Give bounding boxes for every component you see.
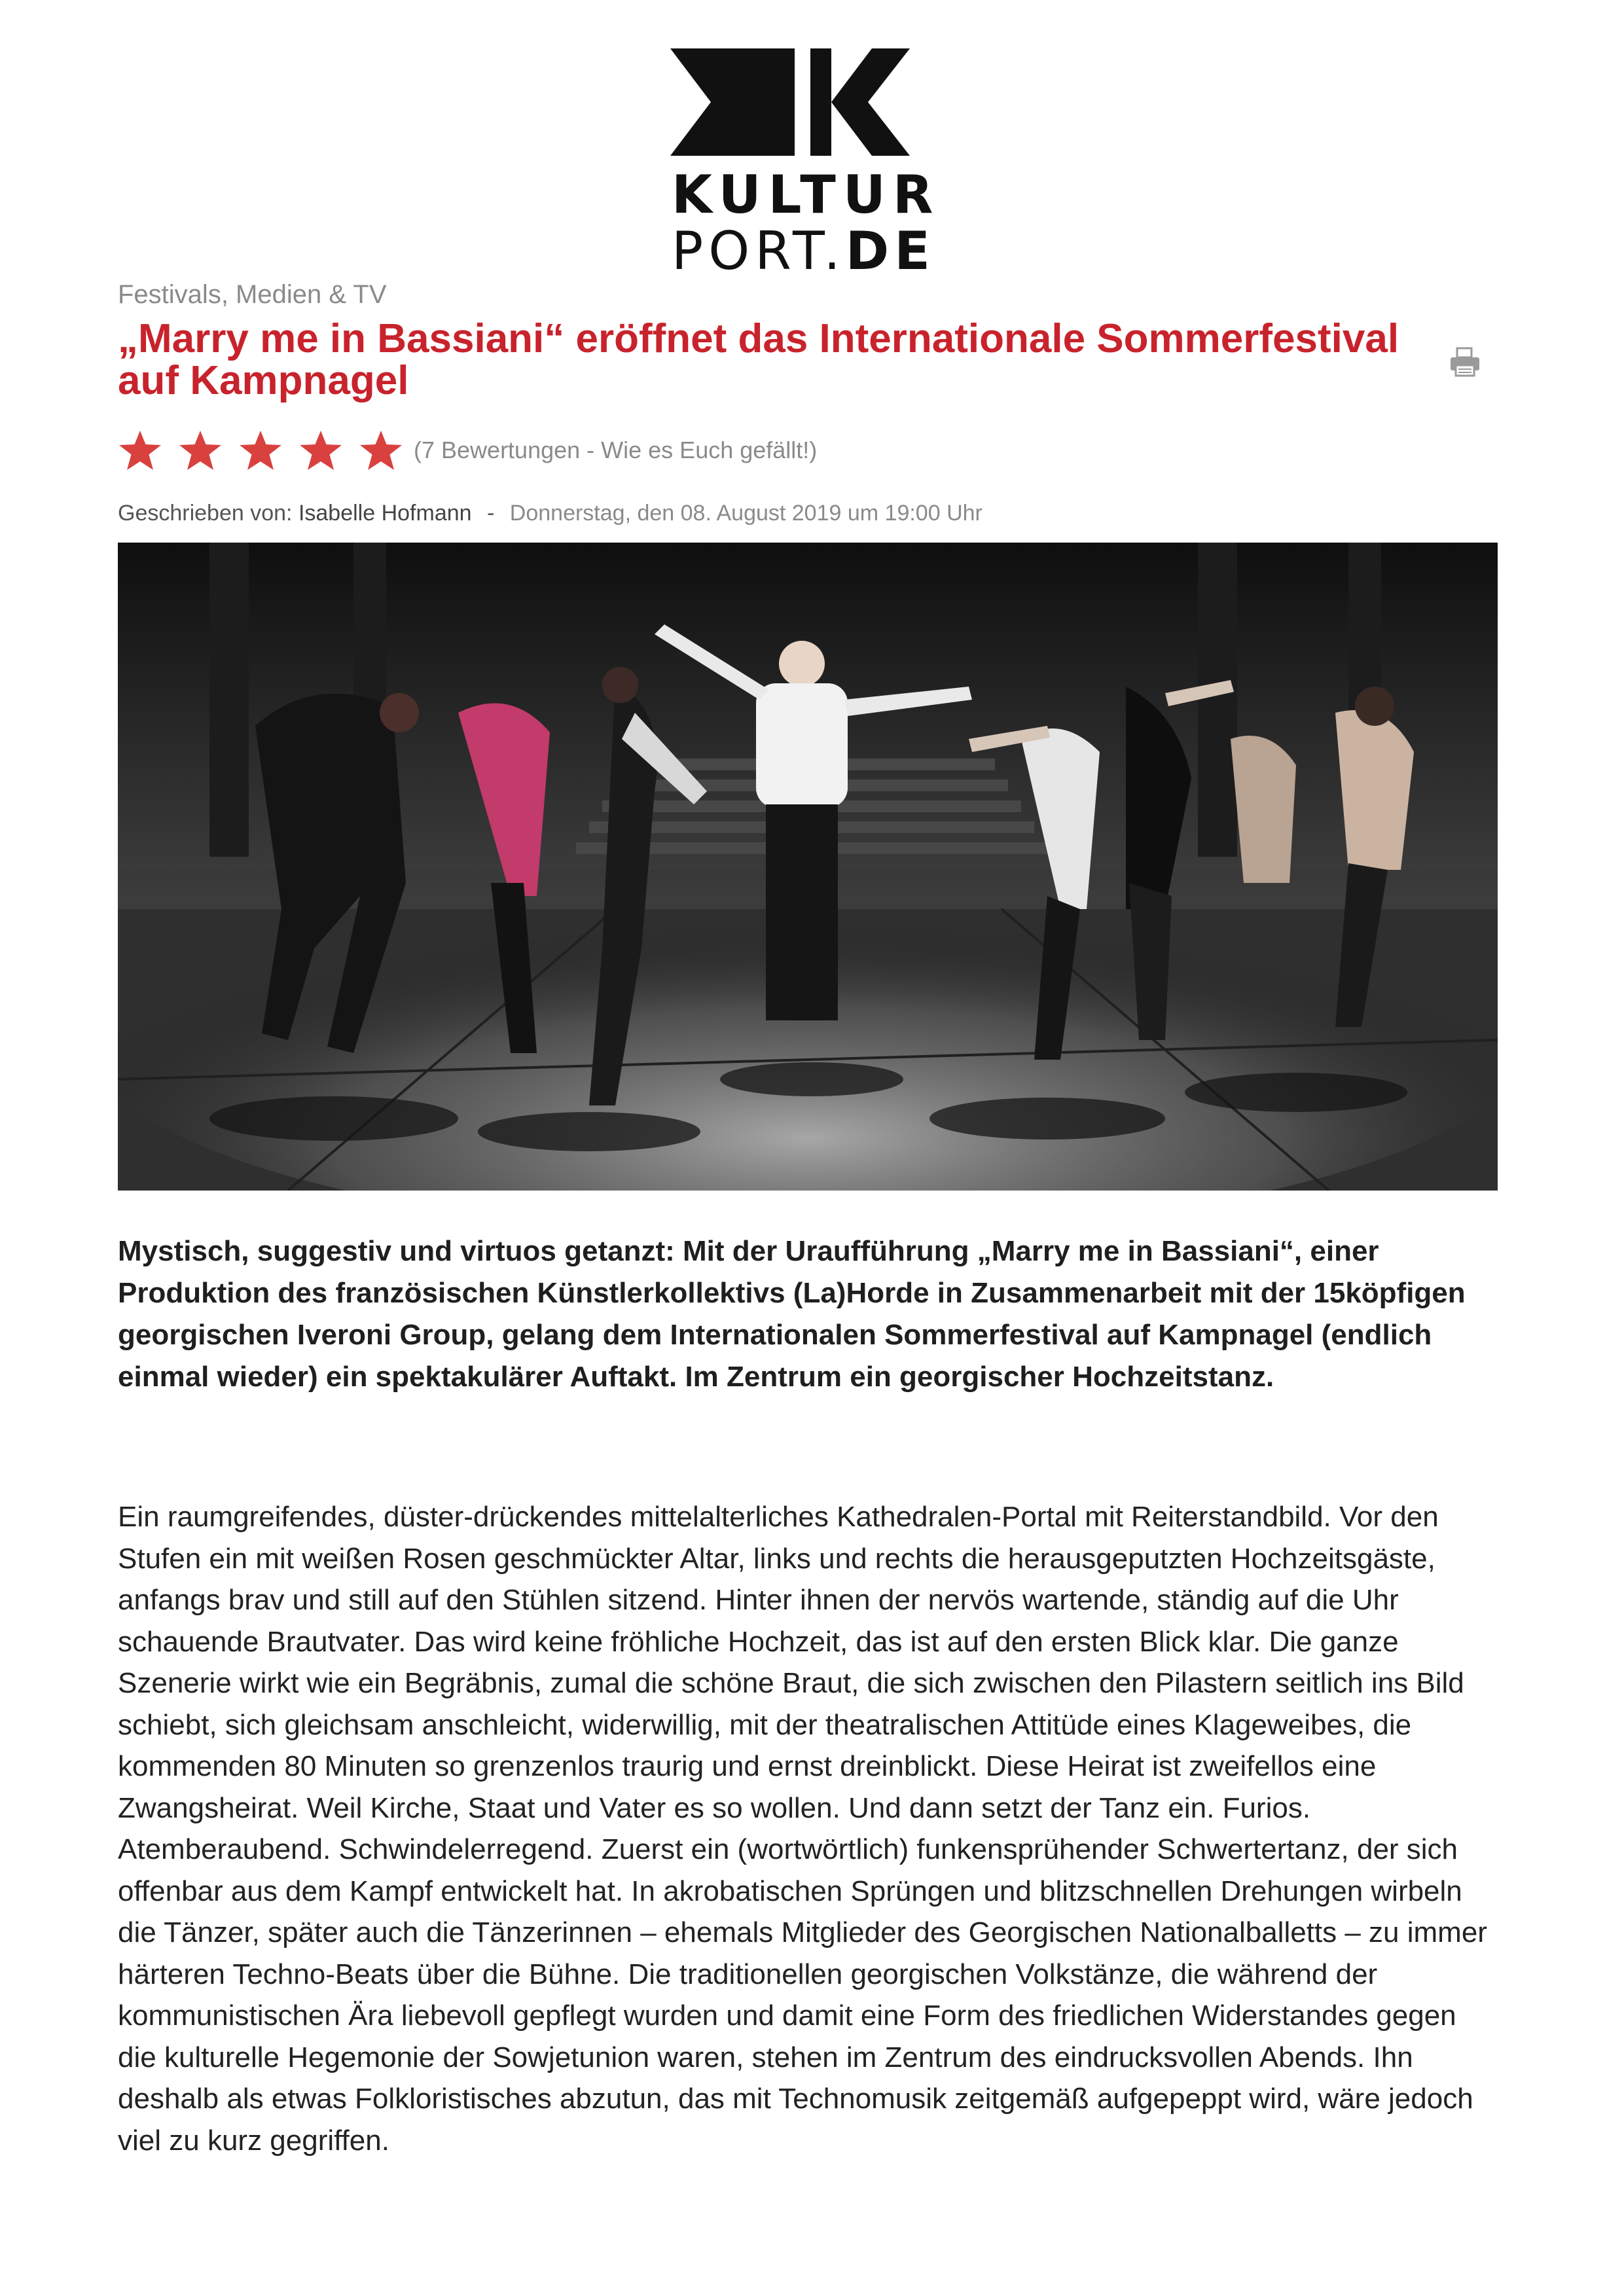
article-category[interactable]: Festivals, Medien & TV [118, 280, 387, 309]
stage-photo [118, 543, 1498, 1191]
byline-author: Isabelle Hofmann [298, 501, 472, 526]
kulturport-logo-mark [668, 47, 916, 165]
article-lead: Mystisch, suggestiv und virtuos getanzt: Mit der Uraufführung „Marry me in Bassiani“, einer Produktion des französischen Künstlerkollektivs (La)Horde in Zusammenarbeit mit der 15köpfigen georgischen Iveroni Group, gelang dem Internationalen Sommerfestival auf Kampnagel (endlich einmal wieder) ein spektakulärer Auftakt. Im Zentrum ein georgischer Hochzeitstanz. [118, 1235, 1466, 1393]
star-icon[interactable] [359, 429, 403, 471]
logo-wordmark-line2 [672, 221, 935, 281]
article-title: „Marry me in Bassiani“ eröffnet das Internationale Sommerfestival auf Kampnagel [118, 316, 1399, 403]
byline-date: Donnerstag, den 08. August 2019 um 19:00 Uhr [509, 501, 983, 526]
logo-wordmark-port: PORT. [672, 221, 846, 281]
star-icon[interactable] [118, 429, 162, 471]
print-icon[interactable] [1448, 346, 1482, 378]
article-body: Ein raumgreifendes, düster-drückendes mittelalterliches Kathedralen-Portal mit Reiterstandbild. Vor den Stufen ein mit weißen Rosen geschmückter Altar, links und rechts die herausgeputzten Hochzeitsgäste, anfangs brav und still auf den Stühlen sitzend. Hinter ihnen der nervös wartende, ständig auf die Uhr schauende Brautvater. Das wird keine fröhliche Hochzeit, das ist auf den ersten Blick klar. Die ganze Szenerie wirkt wie ein Begräbnis, zumal die schöne Braut, die sich zwischen den Pilastern seitlich ins Bild schiebt, sich gleichsam anschleicht, widerwillig, mit der theatralischen Attitüde eines Klageweibes, die kommenden 80 Minuten so grenzenlos traurig und ernst dreinblickt. Diese Heirat ist zweifellos eine Zwangsheirat. Weil Kirche, Staat und Vater es so wollen. Und dann setzt der Tanz ein. Furios. Atemberaubend. Schwindelerregend. Zuerst ein (wortwörtlich) funkensprühender Schwertertanz, der sich offenbar aus dem Kampf entwickelt hat. In akrobatischen Sprüngen und blitzschnellen Drehungen wirbeln die Tänzer, später auch die Tänzerinnen – ehemals Mitglieder des Georgischen Nationalballetts – zu immer härteren Techno-Beats über die Bühne. Die traditionellen georgischen Volkstänze, die während der kommunistischen Ära liebevoll gepflegt wurden und damit eine Form des friedlichen Widerstandes gegen die kulturelle Hegemonie der Sowjetunion waren, stehen im Zentrum des eindrucksvollen Abends. Ihn deshalb als etwas Folkloristisches abzutun, das mit Technomusik zeitgemäß aufgepeppt wird, wäre jedoch viel zu kurz gegriffen. [118, 1501, 1487, 2157]
byline-separator: - [487, 501, 495, 526]
byline-label: Geschrieben von: [118, 501, 293, 526]
star-icon[interactable] [238, 429, 283, 471]
star-icon[interactable] [298, 429, 343, 471]
printer-glyph [1448, 346, 1482, 378]
logo-wordmark-tld: DE [845, 221, 935, 281]
rating [118, 427, 817, 474]
site-logo[interactable] [668, 47, 941, 281]
logo-wordmark-line1: KULTUR [672, 164, 941, 225]
byline [118, 500, 983, 527]
article-hero-image [118, 543, 1498, 1191]
star-icon[interactable] [178, 429, 223, 471]
rating-count: (7 Bewertungen - Wie es Euch gefällt!) [414, 437, 818, 463]
